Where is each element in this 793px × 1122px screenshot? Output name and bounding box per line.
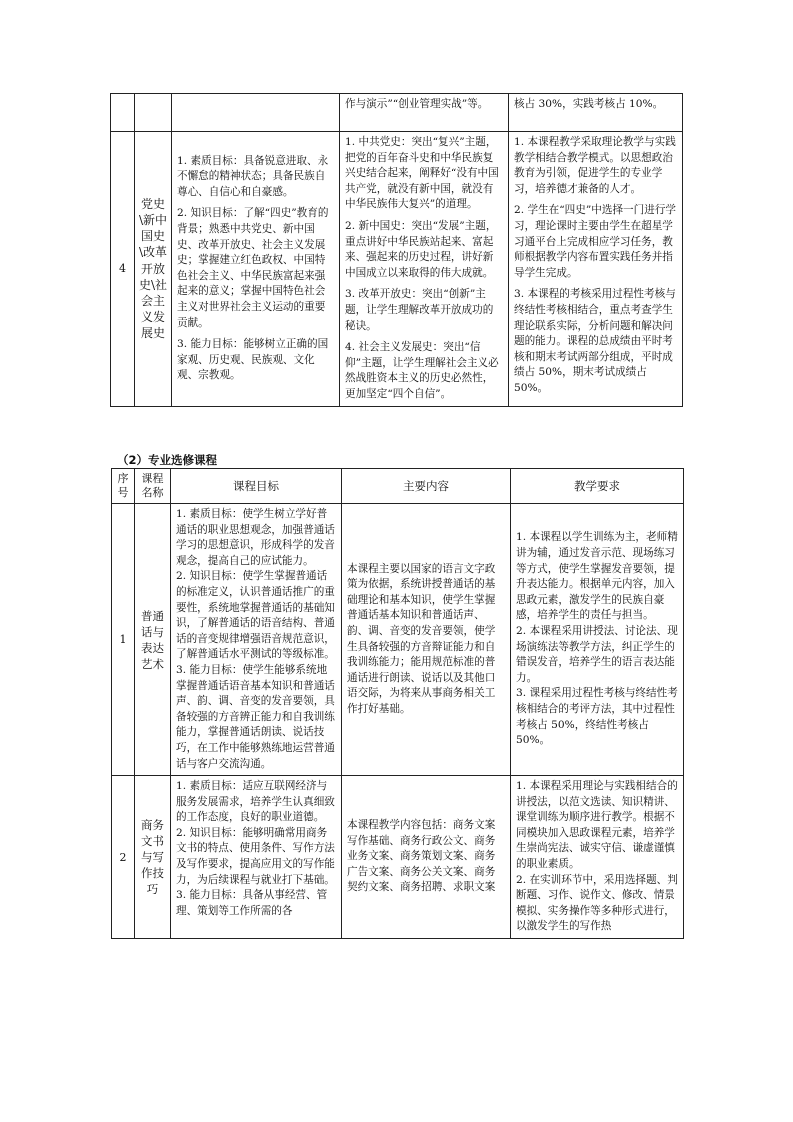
goal-item: 1. 素质目标：具备锐意进取、永不懈怠的精神状态；具备民族自尊心、自信心和自豪感。 [177,154,329,198]
course-name: 商务文书与写作技巧 [135,776,171,939]
goals-cell [171,504,342,776]
goal-item: 2. 知识目标：使学生掌握普通话的标准定义，认识普通话推广的重要性，系统地掌握普通话的基础知识，了解普通话的语音结构、普通话的音变规律增强语音规范意识，了解普通话水平测试的等级标准。 [176,570,335,661]
goal-item: 3. 能力目标：使学生能够系统地掌握普通话语音基本知识和普通话声、韵、调、音变的发音要领，具备较强的方音辨正能力和自我训练能力，掌握普通话朗读、说话技巧，在工作中能够熟练地运营普通话与客户交流沟通。 [176,663,335,770]
row-number: 2 [112,776,135,939]
table-row [112,776,684,939]
header-name: 课程名称 [135,469,171,504]
row-number: 1 [112,504,135,776]
content-item: 4. 社会主义发展史：突出“信仰”主题，让学生理解社会主义必然战胜资本主义的历史必然性，更加坚定“四个自信”。 [345,341,499,400]
course-name: 党史\新中国史\改革开放史\社会主义发展史 [135,132,172,407]
requirement-cell [509,132,683,407]
goal-item: 1. 素质目标：适应互联网经济与服务发展需求，培养学生认真细致的工作态度，良好的职业道德。 [176,780,335,824]
requirement-item: 1. 本课程采用理论与实践相结合的讲授法，以范文选读、知识精讲、课堂训练为顺序进行教学。根据不同模块加入思政课程元素，培养学生崇尚宪法、诚实守信、谦虚谨慎的职业素质。 [516,780,678,871]
content-cell [342,504,511,776]
header-num: 序号 [112,469,135,504]
goal-item: 3. 能力目标：能够树立正确的国家观、历史观、民族观、文化观、宗教观。 [177,338,329,382]
content-cell [340,132,509,407]
requirement-text: 核占 30%，实践考核占 10%。 [514,98,664,110]
elective-course-table [111,468,684,939]
content-cell [340,94,509,132]
table-cell [111,94,135,132]
header-goals: 课程目标 [171,469,342,504]
content-item: 1. 中共党史：突出“复兴”主题，把党的百年奋斗史和中华民族复兴史结合起来，阐释好“没有中国共产党，就没有新中国，就没有中华民族伟大复兴”的道理。 [345,136,499,211]
requirement-cell [511,504,684,776]
goals-cell [172,132,340,407]
table-header-row [112,469,684,504]
requirement-cell [511,776,684,939]
header-content: 主要内容 [342,469,511,504]
table-cell [172,94,340,132]
content-text: 本课程主要以国家的语言文字政策为依据，系统讲授普通话的基础理论和基本知识，使学生掌握普通话基本知识和普通话声、韵、调、音变的发音要领，使学生具备较强的方音辩证能力和自我训练能力；能用规范标准的普通话进行朗读、说话以及其他口语交际，为将来从事商务相关工作打好基础。 [347,562,496,715]
content-item: 2. 新中国史：突出“发展”主题，重点讲好中华民族站起来、富起来、强起来的历史过程，讲好新中国成立以来取得的伟大成就。 [345,219,497,279]
table-cell [135,94,172,132]
course-name: 普通话与表达艺术 [135,504,171,776]
goal-item: 2. 知识目标：能够明确常用商务文书的特点、使用条件、写作方法及写作要求，提高应用文的写作能力，为后续课程与就业打下基础。 [176,826,335,886]
requirement-cell [509,94,683,132]
section-title: （2）专业选修课程 [117,453,218,467]
goal-item: 2. 知识目标：了解“四史”教育的背景；熟悉中共党史、新中国史、改革开放史、社会主义发展史；掌握建立红色政权、中国特色社会主义、中华民族富起来强起来的意义；掌握中国特色社会主义对世界社会主义运动的重要贡献。 [177,207,329,329]
content-text: 作与演示”“创业管理实战”等。 [345,98,489,110]
header-requirements: 教学要求 [511,469,684,504]
requirement-item: 3. 课程采用过程性考核与终结性考核相结合的考评方法，其中过程性考核占 50%，终结性考核占 50%。 [516,687,678,747]
goals-cell [171,776,342,939]
content-cell [342,776,511,939]
requirement-item: 3. 本课程的考核采用过程性考核与终结性考核相结合，重点考查学生理论联系实际，分析问题和解决问题的能力。课程的总成绩由平时考核和期末考试两部分组成，平时成绩占 50%，期末考试成绩占 50%。 [514,288,676,394]
requirement-item: 1. 本课程以学生训练为主，老师精讲为辅，通过发音示范、现场练习等方式，使学生掌握发音要领，提升表达能力。根据单元内容，加入思政元素，激发学生的民族自豪感，培养学生的责任与担当。 [516,531,678,622]
table-row [112,504,684,776]
requirement-item: 2. 本课程采用讲授法、讨论法、现场演练法等教学方法，纠正学生的错误发音，培养学生的语言表达能力。 [516,624,678,684]
row-number: 4 [111,132,135,407]
requirement-item: 2. 学生在“四史”中选择一门进行学习，理论课时主要由学生在超星学习通平台上完成相应学习任务，教师根据教学内容布置实践任务并指导学生完成。 [514,204,677,279]
table-row [111,132,683,407]
content-text: 本课程教学内容包括：商务文案写作基础、商务行政公文、商务业务文案、商务策划文案、商务广告文案、商务公关文案、商务契约文案、商务招聘、求职文案 [347,819,496,894]
goal-item: 1. 素质目标：使学生树立学好普通话的职业思想观念，加强普通话学习的思想意识，形成科学的发音观念，提高自己的应试能力。 [176,508,335,567]
course-table-continued [110,93,683,407]
requirement-item: 1. 本课程教学采取理论教学与实践教学相结合教学模式。以思想政治教育为引领，促进学生的专业学习，培养德才兼备的人才。 [514,136,676,195]
requirement-item: 2. 在实训环节中，采用选择题、判断题、习作、说作文、修改、情景模拟、实务操作等多种形式进行，以激发学生的写作热 [516,873,678,933]
table-row [111,94,683,132]
goal-item: 3. 能力目标：具备从事经营、管理、策划等工作所需的各 [176,889,328,917]
content-item: 3. 改革开放史：突出“创新”主题，让学生理解改革开放成功的秘诀。 [345,288,494,332]
